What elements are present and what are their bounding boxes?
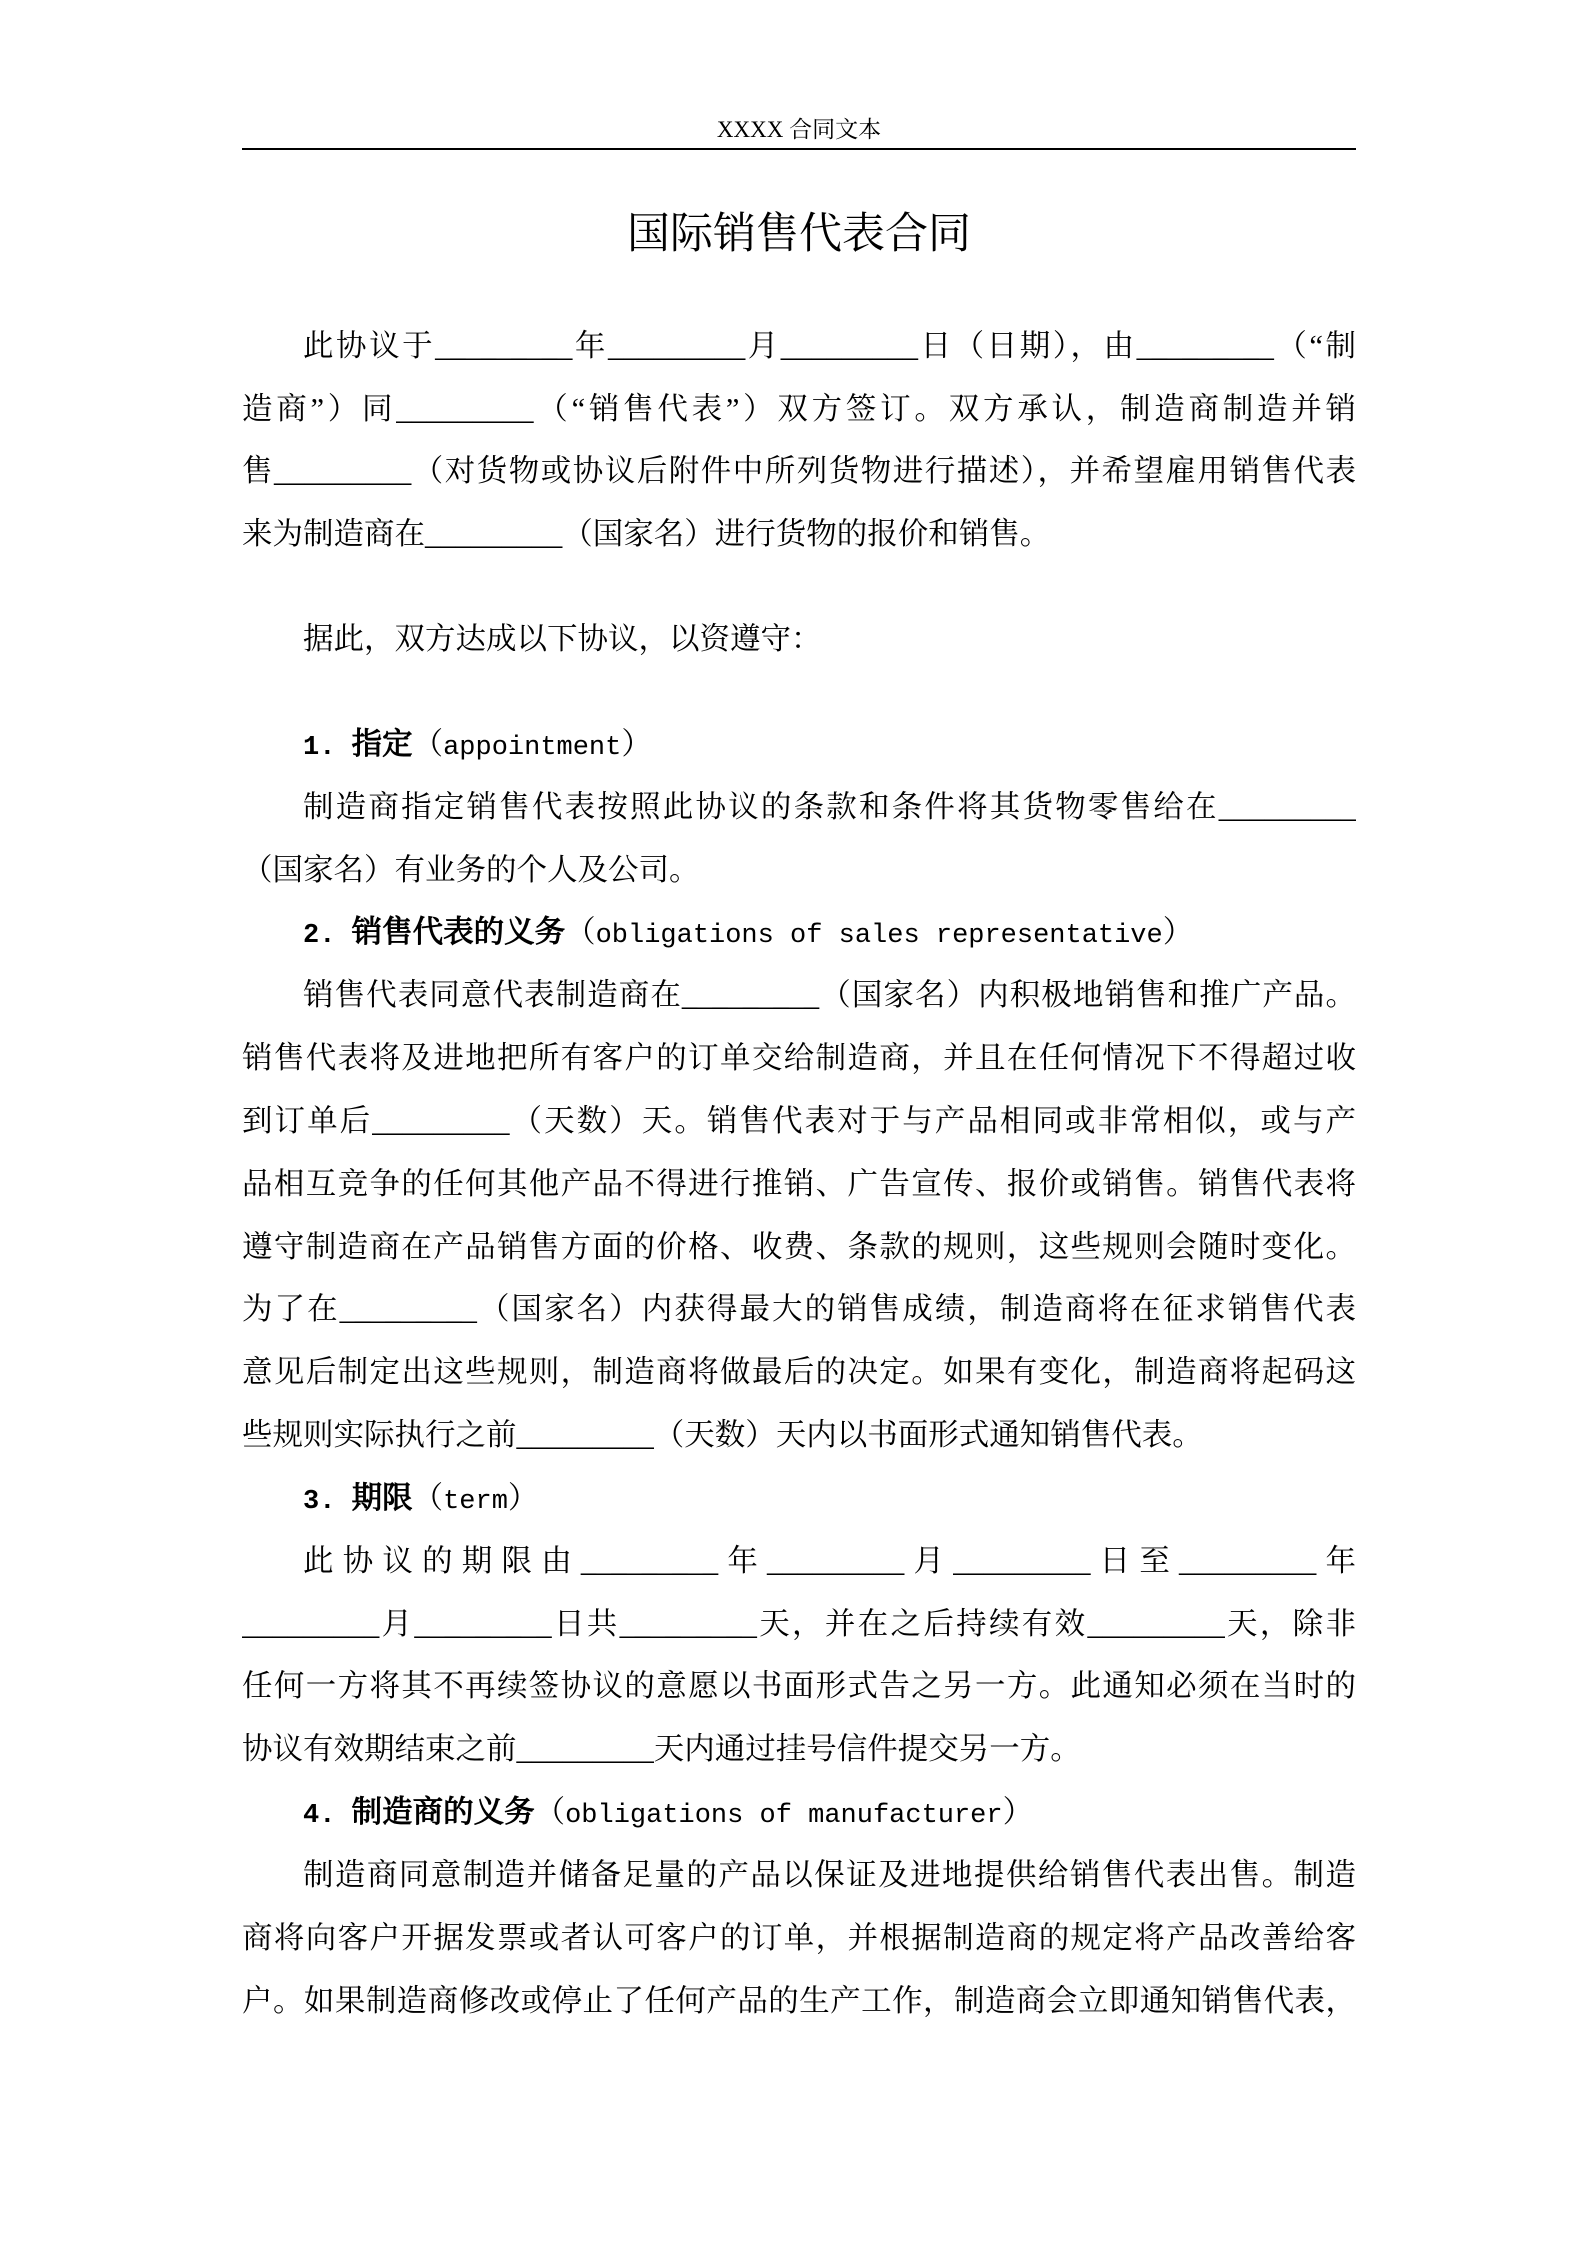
section-body-line: 制造商指定销售代表按照此协议的条款和条件将其货物零售给在_________: [303, 789, 1356, 824]
section-1: [242, 713, 1356, 901]
section-number: 2.: [303, 921, 352, 952]
section-3: [242, 1467, 1356, 1781]
section-english-title: obligations of manufacturer: [565, 1801, 1003, 1832]
contract-sections: [242, 713, 1356, 2032]
section-body-line: 意见后制定出这些规则，制造商将做最后的决定。如果有变化，制造商将起码这: [242, 1355, 1356, 1390]
section-body-line: 商将向客户开据发票或者认可客户的订单，并根据制造商的规定将产品改善给客: [242, 1920, 1356, 1955]
section-body-line: 品相互竞争的任何其他产品不得进行推销、广告宣传、报价或销售。销售代表将: [242, 1166, 1356, 1201]
document-title: 国际销售代表合同: [627, 211, 971, 258]
section-heading: [242, 713, 1356, 776]
section-number: 4.: [303, 1801, 352, 1832]
header-rule: [242, 148, 1356, 150]
section-4: [242, 1781, 1356, 2032]
paren-close: ）: [1162, 915, 1194, 950]
section-body-line: 销售代表同意代表制造商在_________（国家名）内积极地销售和推广产品。: [303, 978, 1356, 1013]
section-body-line: 遵守制造商在产品销售方面的价格、收费、条款的规则，这些规则会随时变化。: [242, 1229, 1356, 1264]
section-english-title: obligations of sales representative: [595, 921, 1163, 952]
preamble-line: 售_________（对货物或协议后附件中所列货物进行描述），并希望雇用销售代表: [242, 454, 1356, 489]
preamble-line: 来为制造商在_________（国家名）进行货物的报价和销售。: [242, 517, 1051, 552]
section-2: [242, 901, 1356, 1466]
section-number: 3.: [303, 1486, 352, 1517]
section-heading: [242, 901, 1356, 964]
paren-open: （: [412, 727, 444, 761]
section-body-line: 制造商同意制造并储备足量的产品以保证及进地提供给销售代表出售。制造: [303, 1857, 1356, 1892]
section-body-line: 户。如果制造商修改或停止了任何产品的生产工作，制造商会立即通知销售代表，: [242, 1983, 1356, 2018]
section-body-line: 些规则实际执行之前_________（天数）天内以书面形式通知销售代表。: [242, 1418, 1203, 1453]
section-number: 1.: [303, 733, 352, 763]
section-title: 制造商的义务: [351, 1795, 535, 1830]
section-body-line: 销售代表将及进地把所有客户的订单交给制造商，并且在任何情况下不得超过收: [242, 1041, 1356, 1076]
section-body-line: _________月_________日共_________天，并在之后持续有效_________天，除非: [242, 1606, 1356, 1641]
agreement-paragraph: [242, 608, 1356, 671]
section-heading: [242, 1781, 1356, 1844]
section-english-title: term: [443, 1486, 508, 1517]
paren-close: ）: [621, 727, 652, 761]
paren-close: ）: [1002, 1795, 1034, 1830]
agreement-text: 据此，双方达成以下协议，以资遵守：: [303, 621, 822, 656]
paren-open: （: [565, 915, 596, 950]
running-header: XXXX 合同文本: [716, 117, 882, 142]
section-english-title: appointment: [443, 733, 622, 763]
paren-close: ）: [507, 1480, 539, 1515]
section-body-line: 任何一方将其不再续签协议的意愿以书面形式告之另一方。此通知必须在当时的: [242, 1669, 1356, 1704]
preamble-line: 造商”）同_________（“销售代表”）双方签订。双方承认，制造商制造并销: [242, 391, 1356, 426]
paren-open: （: [412, 1480, 444, 1515]
paren-open: （: [534, 1795, 566, 1830]
section-body-line: 协议有效期结束之前_________天内通过挂号信件提交另一方。: [242, 1732, 1081, 1767]
section-body-line: 此协议的期限由_________年_________月_________日至_________年: [303, 1543, 1356, 1578]
section-title: 期限: [351, 1480, 413, 1515]
section-body-line: 为了在_________（国家名）内获得最大的销售成绩，制造商将在征求销售代表: [242, 1292, 1356, 1327]
preamble-paragraph: [242, 315, 1356, 566]
section-body-line: 到订单后_________（天数）天。销售代表对于与产品相同或非常相似，或与产: [242, 1103, 1356, 1138]
preamble-line: 此协议于_________年_________月_________日（日期），由_________（“制: [303, 328, 1356, 363]
section-body-line: （国家名）有业务的个人及公司。: [242, 852, 700, 887]
section-title: 指定: [351, 727, 413, 761]
section-heading: [242, 1467, 1356, 1530]
section-title: 销售代表的义务: [351, 915, 566, 950]
